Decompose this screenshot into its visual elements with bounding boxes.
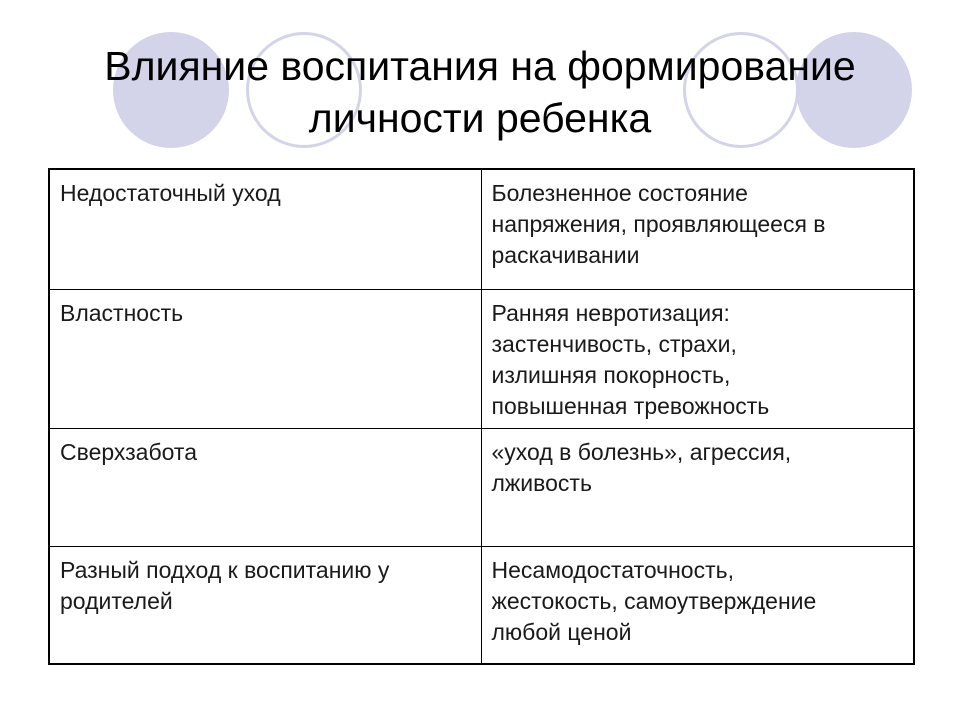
table-cell-cause: Сверхзабота — [49, 428, 481, 546]
table-cell-effect: Болезненное состояние напряжения, проявляющееся в раскачивании — [481, 169, 914, 289]
slide-title-line-1: Влияние воспитания на формирование — [104, 43, 856, 89]
table-cell-effect: Ранняя невротизация: застенчивость, страхи, излишняя покорность, повышенная тревожность — [481, 289, 914, 428]
influence-table — [48, 168, 915, 665]
table-row — [49, 289, 914, 428]
table-cell-effect: Несамодостаточность, жестокость, самоутверждение любой ценой — [481, 546, 914, 664]
table-row — [49, 169, 914, 289]
table-row — [49, 546, 914, 664]
table-row — [49, 428, 914, 546]
table-cell-cause: Властность — [49, 289, 481, 428]
table-cell-effect: «уход в болезнь», агрессия, лживость — [481, 428, 914, 546]
table-cell-cause: Недостаточный уход — [49, 169, 481, 289]
table-cell-cause: Разный подход к воспитанию у родителей — [49, 546, 481, 664]
slide-title — [20, 40, 940, 144]
slide-title-line-2: личности ребенка — [308, 95, 652, 141]
